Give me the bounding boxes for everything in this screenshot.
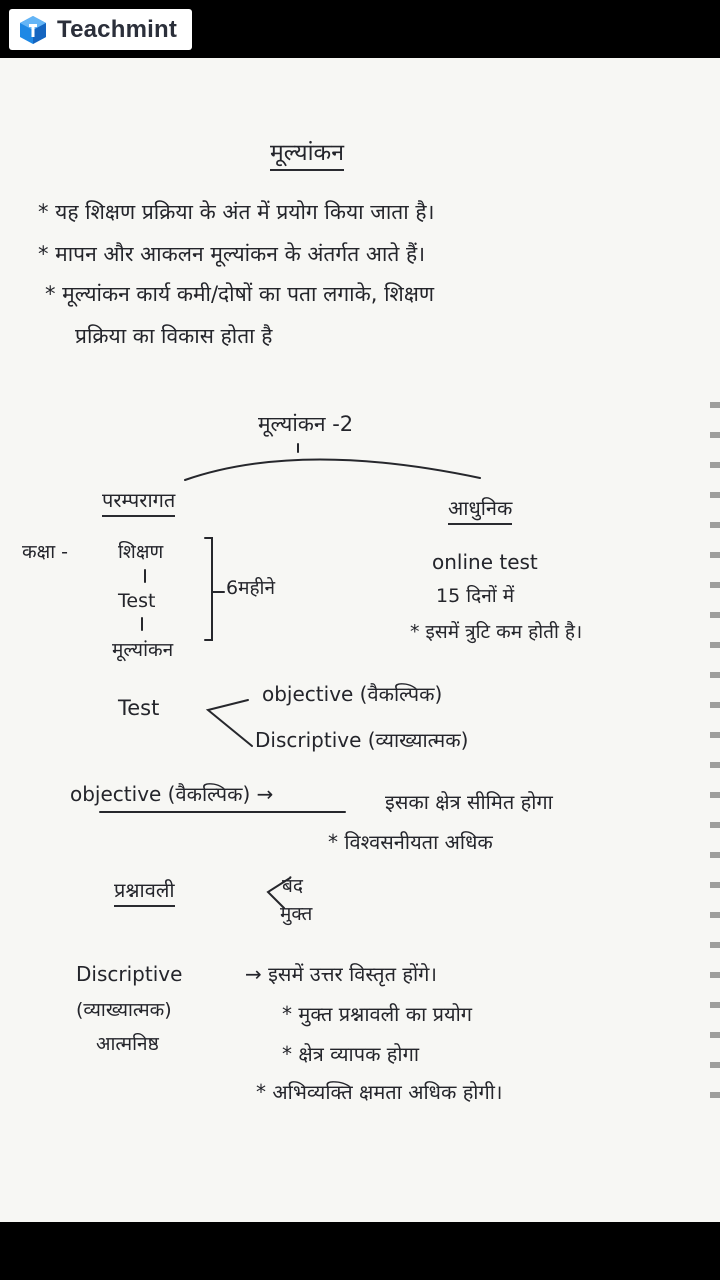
objective-scope: इसका क्षेत्र सीमित होगा [385,790,553,814]
point-3: * मूल्यांकन कार्य कमी/दोषों का पता लगाके, शिक्षण [45,282,435,306]
class-label: कक्षा - [22,541,69,563]
days-label: 15 दिनों में [436,585,515,607]
point-3-continued: प्रक्रिया का विकास होता है [75,324,273,348]
questionnaire-label: प्रश्नावली [114,876,175,907]
test-types-label: Test [118,696,160,720]
point-2: * मापन और आकलन मूल्यांकन के अंतर्गत आते हैं। [38,242,426,266]
objective-reliability: * विश्वसनीयता अधिक [328,830,493,854]
objective-heading: objective (वैकल्पिक) → [70,782,274,806]
objective-type: objective (वैकल्पिक) [262,682,443,706]
types-title: मूल्यांकन -2 [258,412,354,436]
descriptive-point-4: * अभिव्यक्ति क्षमता अधिक होगी। [256,1080,503,1104]
questionnaire-closed: बंद [282,875,303,897]
point-1: * यह शिक्षण प्रक्रिया के अंत में प्रयोग किया जाता है। [38,200,435,224]
brand-name: Teachmint [57,15,178,43]
duration-label: 6महीने [226,577,276,599]
descriptive-subjective: आत्मनिष्ठ [96,1033,159,1055]
page-title: मूल्यांकन [270,135,344,171]
spiral-binding [710,388,720,1108]
top-bar [0,0,720,58]
evaluation-label: मूल्यांकन [112,639,174,661]
bottom-bar [0,1222,720,1280]
descriptive-type: Discriptive (व्याख्यात्मक) [255,728,469,752]
traditional-label: परम्परागत [102,486,175,517]
descriptive-heading: Discriptive [76,962,183,986]
online-test-label: online test [432,550,538,574]
teachmint-logo-icon [17,14,49,46]
descriptive-point-2: * मुक्त प्रश्नावली का प्रयोग [282,1002,473,1026]
modern-label: आधुनिक [448,494,512,525]
descriptive-point-3: * क्षेत्र व्यापक होगा [282,1042,420,1066]
teaching-label: शिक्षण [118,541,164,563]
test-label: Test [118,590,156,612]
descriptive-heading-hindi: (व्याख्यात्मक) [76,999,172,1021]
modern-note: * इसमें त्रुटि कम होती है। [410,621,583,643]
questionnaire-open: मुक्त [280,903,313,925]
descriptive-point-1: → इसमें उत्तर विस्तृत होंगे। [245,962,437,986]
teachmint-logo [9,9,192,50]
